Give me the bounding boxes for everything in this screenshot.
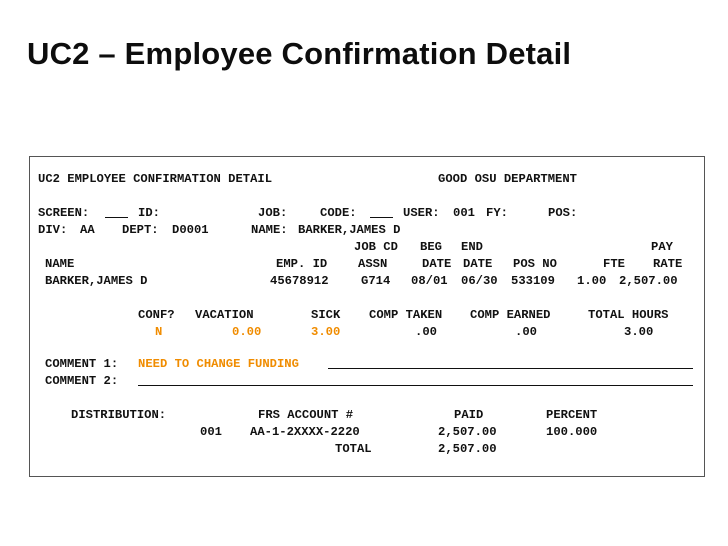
comp-earned-value: .00 [515,325,537,339]
name-value: BARKER,JAMES D [298,223,401,237]
code-label: CODE: [320,206,357,220]
name-label: NAME: [251,223,288,237]
vacation-value[interactable]: 0.00 [232,325,262,339]
dept-label: DEPT: [122,223,159,237]
col-end-date: DATE [463,257,493,271]
distribution-paid: 2,507.00 [438,425,497,439]
frs-account-header: FRS ACCOUNT # [258,408,354,422]
user-value: 001 [453,206,475,220]
conf-value[interactable]: N [155,325,163,339]
div-label: DIV: [38,223,68,237]
col-emp-id: EMP. ID [276,257,328,271]
sick-value[interactable]: 3.00 [311,325,341,339]
comment1-label: COMMENT 1: [45,357,119,371]
comment2-input[interactable] [138,374,693,386]
div-value: AA [80,223,95,237]
col-end: END [461,240,483,254]
code-input[interactable] [370,206,393,218]
id-label: ID: [138,206,160,220]
vacation-label: VACATION [195,308,254,322]
employee-end-date: 06/30 [461,274,498,288]
col-fte: FTE [603,257,625,271]
terminal-screen [29,156,705,477]
paid-header: PAID [454,408,484,422]
comment1-input-line[interactable] [328,357,693,369]
employee-assn: G714 [361,274,391,288]
screen-input[interactable] [105,206,128,218]
total-hours-label: TOTAL HOURS [588,308,669,322]
slide-title: UC2 – Employee Confirmation Detail [27,36,572,71]
comp-taken-label: COMP TAKEN [369,308,443,322]
employee-beg-date: 08/01 [411,274,448,288]
sick-label: SICK [311,308,341,322]
comp-earned-label: COMP EARNED [470,308,551,322]
comp-taken-value: .00 [415,325,437,339]
pos-label: POS: [548,206,578,220]
col-pay: PAY [651,240,673,254]
col-beg: BEG [420,240,442,254]
distribution-account: AA-1-2XXXX-2220 [250,425,360,439]
distribution-label: DISTRIBUTION: [71,408,167,422]
distribution-seq: 001 [200,425,222,439]
employee-name: BARKER,JAMES D [45,274,148,288]
total-value: 2,507.00 [438,442,497,456]
col-beg-date: DATE [422,257,452,271]
user-label: USER: [403,206,440,220]
comment1-value[interactable]: NEED TO CHANGE FUNDING [138,357,299,371]
conf-label: CONF? [138,308,175,322]
employee-pos-no: 533109 [511,274,555,288]
col-assn: ASSN [358,257,388,271]
screen-label: SCREEN: [38,206,90,220]
col-name: NAME [45,257,75,271]
comment2-label: COMMENT 2: [45,374,119,388]
employee-id: 45678912 [270,274,329,288]
total-hours-value: 3.00 [624,325,654,339]
screen-name: UC2 EMPLOYEE CONFIRMATION DETAIL [38,172,273,186]
dept-value: D0001 [172,223,209,237]
fy-label: FY: [486,206,508,220]
employee-rate: 2,507.00 [619,274,678,288]
col-pos-no: POS NO [513,257,557,271]
col-rate: RATE [653,257,683,271]
job-label: JOB: [258,206,288,220]
distribution-percent: 100.000 [546,425,598,439]
total-label: TOTAL [335,442,372,456]
percent-header: PERCENT [546,408,598,422]
department-name: GOOD OSU DEPARTMENT [438,172,577,186]
employee-fte: 1.00 [577,274,607,288]
col-job-cd: JOB CD [354,240,398,254]
